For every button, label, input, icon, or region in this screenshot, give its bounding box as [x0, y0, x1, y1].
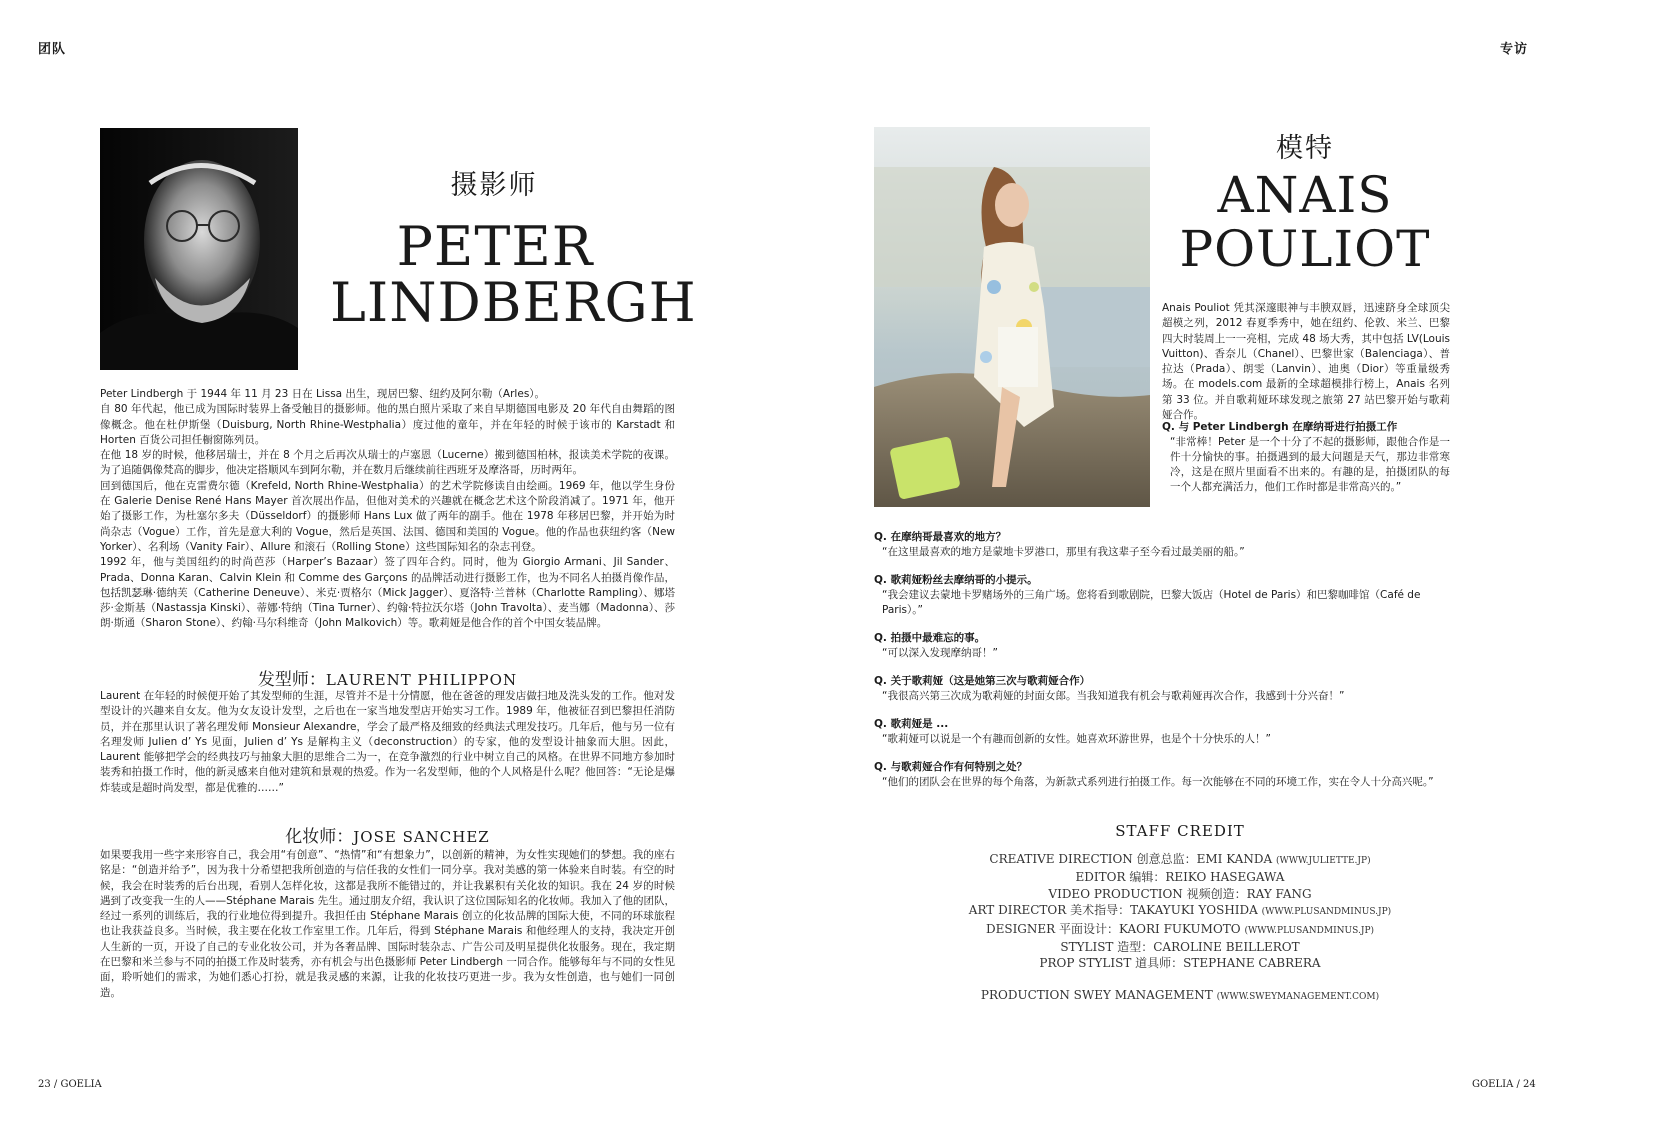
question-text: Q. 与 Peter Lindbergh 在摩纳哥进行拍摄工作 [1162, 421, 1398, 433]
staff-credit-title: STAFF CREDIT [1115, 822, 1245, 840]
bio-paragraph: 1992 年，他与美国纽约的时尚芭莎（Harper’s Bazaar）签了四年合约。同时，他为 Giorgio Armani、Jil Sander、Prada、Donna Karan、Calvin Klein 和 Comme des Garçons 的品牌活动进行摄影工作，也为不同名人拍摄肖像作品，包括凯瑟琳·德纳芙（Catherine Deneuve）、米克·贾格尔（Mick Jagger）、夏洛特·兰普林（Charlotte Rampling）、娜塔莎·金斯基（Nastassja Kinski）、蒂娜·特纳（Tina Turner）、约翰·特拉沃尔塔（John Travolta）、麦当娜（Madonna）、莎朗·斯通（Sharon Stone）、约翰·马尔科维奇（John Malkovich）等。歌莉娅是他合作的首个中国女装品牌。 [100, 556, 675, 630]
answer-text: “他们的团队会在世界的每个角落，为新款式系列进行拍摄工作。每一次能够在不同的环境工作，实在令人十分高兴呢。” [882, 776, 1434, 788]
model-name-line1: ANAIS [1217, 166, 1393, 224]
photographer-name-line1: PETER [396, 215, 594, 278]
credit-line [900, 939, 1460, 955]
photographer-role: 摄影师 [450, 170, 538, 201]
question-text: Q. 与歌莉娅合作有何特别之处？ [874, 761, 1028, 773]
photographer-bio [100, 387, 675, 632]
bio-paragraph: 回到德国后，他在克雷费尔德（Krefeld, North Rhine-Westphalia）的艺术学院修读自由绘画。1969 年，他以学生身份在 Galerie Denise René Hans Mayer 首次展出作品，但他对美术的兴趣就在概念艺术这个阶段消减了。1971 年，他开始了摄影工作，为杜塞尔多夫（Düsseldorf）的摄影师 Hans Lux 做了两年的副手。他在 1978 年移居巴黎，并开始为时尚杂志（Vogue）工作，首先是意大利的 Vogue，然后是英国、法国、德国和美国的 Vogue。他的作品也获纽约客（New Yorker）、名利场（Vanity Fair）、Allure 和滚石（Rolling Stone）这些国际知名的杂志刊登。 [100, 479, 675, 553]
photographer-portrait [100, 128, 298, 370]
credit-line [900, 851, 1460, 869]
answer-text: “在这里最喜欢的地方是蒙地卡罗港口，那里有我这辈子至今看过最美丽的船。” [882, 546, 1245, 558]
model-name [1160, 166, 1450, 278]
credit-url: (WWW.SWEYMANAGEMENT.COM) [1216, 991, 1380, 1002]
page-number-left: 23 / GOELIA [38, 1079, 102, 1090]
qa-item [874, 573, 1454, 618]
model-role: 模特 [1276, 133, 1334, 164]
page-number-right: GOELIA / 24 [1472, 1079, 1536, 1090]
qa-item [874, 530, 1454, 560]
production-credit [900, 987, 1460, 1005]
staff-credit-list [900, 851, 1460, 1005]
credit-text: VIDEO PRODUCTION 视频创造：RAY FANG [1048, 886, 1312, 901]
credit-text: DESIGNER 平面设计：KAORI FUKUMOTO [985, 921, 1241, 936]
credit-url: (WWW.PLUSANDMINUS.JP) [1244, 925, 1375, 936]
credit-line [900, 921, 1460, 939]
bio-paragraph: 自 80 年代起，他已成为国际时装界上备受触目的摄影师。他的黑白照片采取了来自早期德国电影及 20 年代自由舞蹈的图像概念。他在杜伊斯堡（Duisburg, North Rhine-Westphalia）度过他的童年，并在年轻的时候于该市的 Karstadt 和 Horten 百货公司担任橱窗陈列员。 [100, 403, 675, 446]
answer-text: “非常棒！Peter 是一个十分了不起的摄影师，跟他合作是一件十分愉快的事。拍摄遇到的最大问题是天气，那边非常寒冷，这是在照片里面看不出来的。有趣的是，拍摄团队的每一个人都充满活力，他们工作时都是非常高兴的。” [1170, 436, 1450, 493]
model-qa-list [874, 530, 1454, 790]
credit-text: ART DIRECTOR 美术指导：TAKAYUKI YOSHIDA [968, 903, 1258, 918]
credit-url: (WWW.PLUSANDMINUS.JP) [1261, 907, 1392, 918]
question-text: Q. 拍摄中最难忘的事。 [874, 632, 986, 644]
answer-text: “歌莉娅可以说是一个有趣而创新的女性。她喜欢环游世界，也是个十分快乐的人！” [882, 733, 1271, 745]
hairstylist-role: 发型师 [257, 670, 309, 690]
hairstylist-heading [100, 665, 675, 690]
qa-item [874, 674, 1454, 704]
qa-item [874, 760, 1454, 790]
makeup-name: JOSE SANCHEZ [353, 828, 490, 846]
answer-text: “可以深入发现摩纳哥！” [882, 647, 998, 659]
heading-separator: ： [308, 670, 326, 690]
credit-line [900, 886, 1460, 902]
question-text: Q. 歌莉娅是 ... [874, 718, 949, 730]
model-name-line2: POULIOT [1179, 220, 1431, 278]
makeup-heading [100, 822, 675, 847]
credit-text: CREATIVE DIRECTION 创意总监：EMI KANDA [989, 852, 1273, 866]
question-text: Q. 歌莉娅粉丝去摩纳哥的小提示。 [874, 574, 1038, 586]
qa-item [874, 631, 1454, 661]
credit-line [900, 902, 1460, 920]
bio-paragraph: Peter Lindbergh 于 1944 年 11 月 23 日在 Lissa 出生，现居巴黎、纽约及阿尔勒（Arles）。 [100, 388, 546, 400]
section-tag-interview: 专访 [1500, 42, 1529, 57]
credit-text: PRODUCTION SWEY MANAGEMENT [980, 987, 1213, 1002]
credit-text: EDITOR 编辑：REIKO HASEGAWA [1075, 870, 1285, 885]
model-bio: Anais Pouliot 凭其深邃眼神与丰腴双唇，迅速跻身全球顶尖超模之列，2012 春夏季秀中，她在纽约、伦敦、米兰、巴黎四大时装周上一一亮相，完成 48 场大秀，其中包括 LV(Louis Vuitton)、香奈儿（Chanel）、巴黎世家（Balenciaga）、普拉达（Prada）、朗雯（Lanvin）、迪奥（Dior）等重量级秀场。在 models.com 最新的全球超模排行榜上，Anais 名列第 33 位。并自歌莉娅环球发现之旅第 27 站巴黎开始与歌莉娅合作。 [1162, 302, 1450, 422]
makeup-role: 化妆师 [285, 827, 337, 847]
bio-paragraph: 在他 18 岁的时候，他移居瑞士，并在 8 个月之后再次从瑞士的卢塞恩（Lucerne）搬到德国柏林，报读美术学院的夜课。为了追随偶像梵高的脚步，他决定搭顺风车到阿尔勒，并在数月后继续前往西班牙及摩洛哥，历时两年。 [100, 449, 675, 477]
model-qa-first [1162, 420, 1450, 495]
credit-text: PROP STYLIST 道具师：STEPHANE CABRERA [1039, 956, 1321, 971]
question-text: Q. 关于歌莉娅（这是她第三次与歌莉娅合作） [874, 675, 1091, 687]
section-tag-team: 团队 [38, 42, 67, 57]
credit-url: (WWW.JULIETTE.JP) [1275, 856, 1371, 866]
heading-separator: ： [336, 827, 354, 847]
hairstylist-bio: Laurent 在年轻的时候便开始了其发型师的生涯，尽管并不是十分情愿，他在爸爸的理发店做扫地及洗头发的工作。他对发型设计的兴趣来自女友。他为女友设计发型，之后也在一家当地发型店开始实习工作。1989 年，他被征召到巴黎担任消防员，并在那里认识了著名理发师 Monsieur Alexandre，学会了最严格及细致的经典法式理发技巧。几年后，他与另一位有名理发师 Julien d’ Ys 见面，Julien d’ Ys 是解构主义（deconstruction）的专家，他的发型设计抽象而大胆。因此，Laurent 能够把学会的经典技巧与抽象大胆的思维合二为一，在竞争激烈的行业中树立自己的风格。在世界不同地方参加时装秀和拍摄工作时，他的新灵感来自他对建筑和景观的热爱。作为一名发型师，他的个人风格是什么呢？他回答：“无论是爆炸装或是超时尚发型，都是优雅的……” [100, 690, 675, 794]
credit-line [900, 955, 1460, 971]
photographer-name-line2: LINDBERGH [330, 271, 697, 334]
question-text: Q. 在摩纳哥最喜欢的地方？ [874, 531, 1007, 543]
credit-line [900, 869, 1460, 885]
photographer-name [330, 215, 697, 334]
qa-item [874, 717, 1454, 747]
model-photo [874, 127, 1150, 507]
hairstylist-name: LAURENT PHILIPPON [325, 671, 518, 689]
makeup-bio: 如果要我用一些字来形容自己，我会用“有创意”、“热情”和“有想象力”，以创新的精神，为女性实现她们的梦想。我的座右铭是：“创造并给予”，因为我十分希望把我所创造的与信任我的女性们一同分享。我对美感的第一体验来自时装。有空的时候，我会在时装秀的后台出现，看别人怎样化妆，这都是我所不能错过的，并让我累积有关化妆的知识。我在 24 岁的时候遇到了改变我一生的人——Stéphane Marais 先生。通过朋友介绍，我认识了这位国际知名的化妆师。我加入了他的团队，经过一系列的训练后，我的行业地位得到提升。我担任由 Stéphane Marais 创立的化妆品牌的国际大使，不同的环球旅程也让我获益良多。当时候，我主要在化妆工作室里工作。几年后，得到 Stéphane Marais 和他经理人的支持，我决定开创人生新的一页，开设了自己的专业化妆公司，并为各奢品牌、国际时装杂志、广告公司及明星提供化妆服务。现在，我定期在巴黎和米兰参与不同的拍摄工作及时装秀，亦有机会与出色摄影师 Peter Lindbergh 一同合作。能够每年与不同的女性见面，聆听她们的需求，为她们悉心打扮，就是我灵感的来源，让我的化妆技巧更进一步。我为女性创造，也与她们一同创造。 [100, 849, 675, 999]
answer-text: “我很高兴第三次成为歌莉娅的封面女郎。当我知道我有机会与歌莉娅再次合作，我感到十分兴奋！” [882, 690, 1345, 702]
answer-text: “我会建议去蒙地卡罗赌场外的三角广场。您将看到歌剧院，巴黎大饭店（Hotel de Paris）和巴黎咖啡馆（Café de Paris）。” [882, 589, 1421, 616]
credit-text: STYLIST 造型：CAROLINE BEILLEROT [1060, 940, 1300, 955]
